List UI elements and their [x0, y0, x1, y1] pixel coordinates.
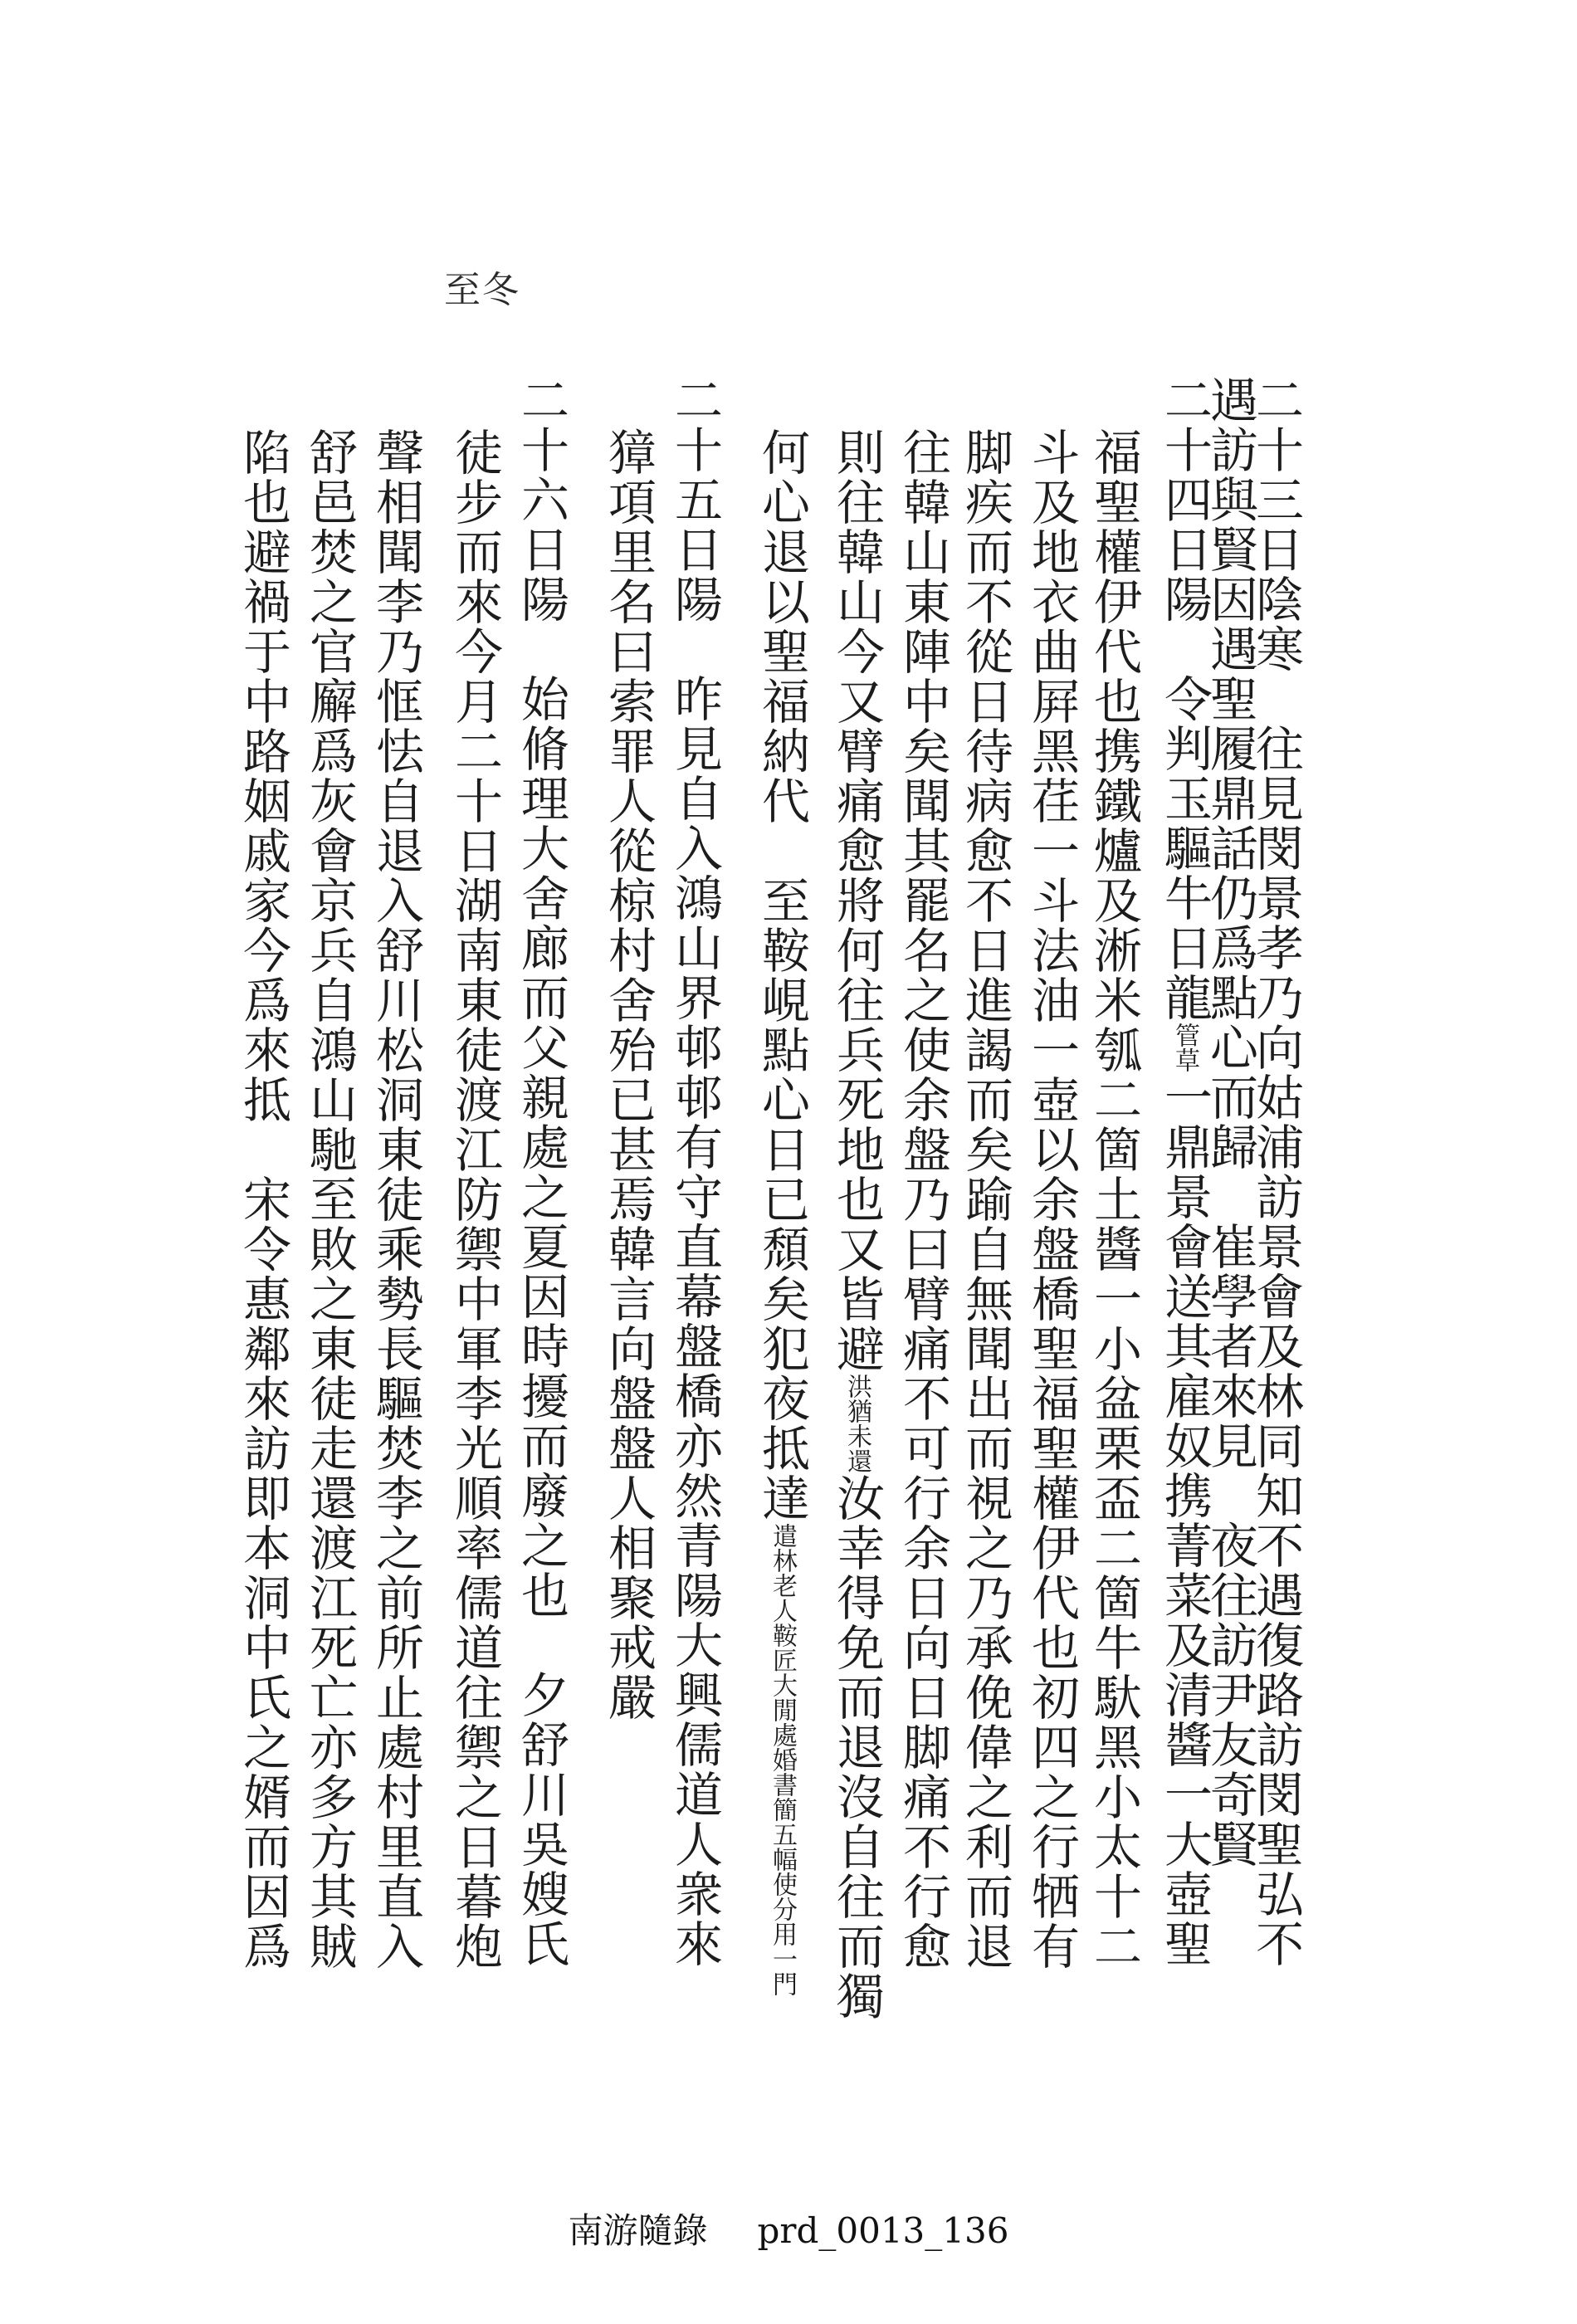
text-column: 脚疾而不從日待病愈不日進謁而矣踰自無聞出而視之乃承俛偉之利而退 — [957, 427, 1013, 1971]
text-column: 福聖權伊代也携鐵爐及淅米瓠二箇土醬一小盆栗盃二箇牛馱黑小太十二 — [1086, 427, 1142, 1971]
text-column: 聲相聞李乃恇怯自退入舒川松洞東徒乘勢長驅焚李之前所止處村里直入 — [368, 427, 424, 1971]
text-column: 舒邑焚之官廨爲灰會京兵自鴻山馳至敗之東徒走還渡江死亡亦多方其賊 — [301, 427, 358, 1971]
text-column: 何心退以聖福納代 至鞍峴點心日已頹矣犯夜抵達遣林老人鞍匠大閒處婚書簡五幅使分用一門 — [754, 427, 810, 1996]
text-column: 二十五日陽 昨見自入鴻山界邨邨有守直幕盤橋亦然青陽大興儒道人衆來 — [666, 375, 723, 1969]
book-title: 南游隨錄 — [568, 2210, 708, 2251]
text-column: 陷也避禍于中路姻戚家今爲來抵 宋令惠鄰來訪即本洞中氏之婿而因爲 — [235, 427, 291, 1971]
text-column: 遇訪與賢因遇聖履鼎話仍爲點心而歸 崔學者來見 夜往訪尹友奇賢 — [1202, 375, 1258, 1869]
page-footer — [0, 2204, 1577, 2253]
text-column: 則往韓山今又臂痛愈將何往兵死地也又皆避洪猶未還汝幸得免而退沒自往而獨 — [828, 427, 885, 2021]
text-column: 二十三日陰寒 往見閔景孝乃向姑浦訪景會及林同知不遇復路訪閔聖弘不 — [1247, 375, 1304, 1969]
margin-note: 至冬 — [444, 269, 520, 311]
text-column: 往韓山東陣中矣聞其罷名之使余盤乃曰臂痛不可行余日向日脚痛不行愈 — [895, 427, 951, 1971]
text-column: 獐項里名曰索罪人從椋村舍殆已甚焉韓言向盤盤人相聚戒嚴 — [600, 427, 657, 1722]
text-column: 二十四日陽 令判玉驅牛日龍管草一鼎景會送其雇奴携菁菜及清醬一大壺聖 — [1156, 375, 1213, 1969]
text-column: 徒步而來今月二十日湖南東徒渡江防禦中軍李光順率儒道往禦之日暮炮 — [447, 427, 503, 1971]
text-column: 斗及地衣曲屛黑荏一斗法油一壺以余盤橋聖福聖權伊代也初四之行牺有 — [1023, 427, 1080, 1971]
interlinear-note: 遣林老人鞍匠大閒處婚書簡五幅使分用一門 — [768, 1523, 797, 1996]
page-id: prd_0013_136 — [757, 2210, 1009, 2251]
text-column: 二十六日陽 始脩理大舍廊而父親處之夏因時擾而廢之也 夕舒川吳嫂氏 — [513, 375, 569, 1969]
interlinear-note: 管草 — [1170, 1023, 1199, 1072]
interlinear-note: 洪猶未還 — [842, 1374, 872, 1473]
